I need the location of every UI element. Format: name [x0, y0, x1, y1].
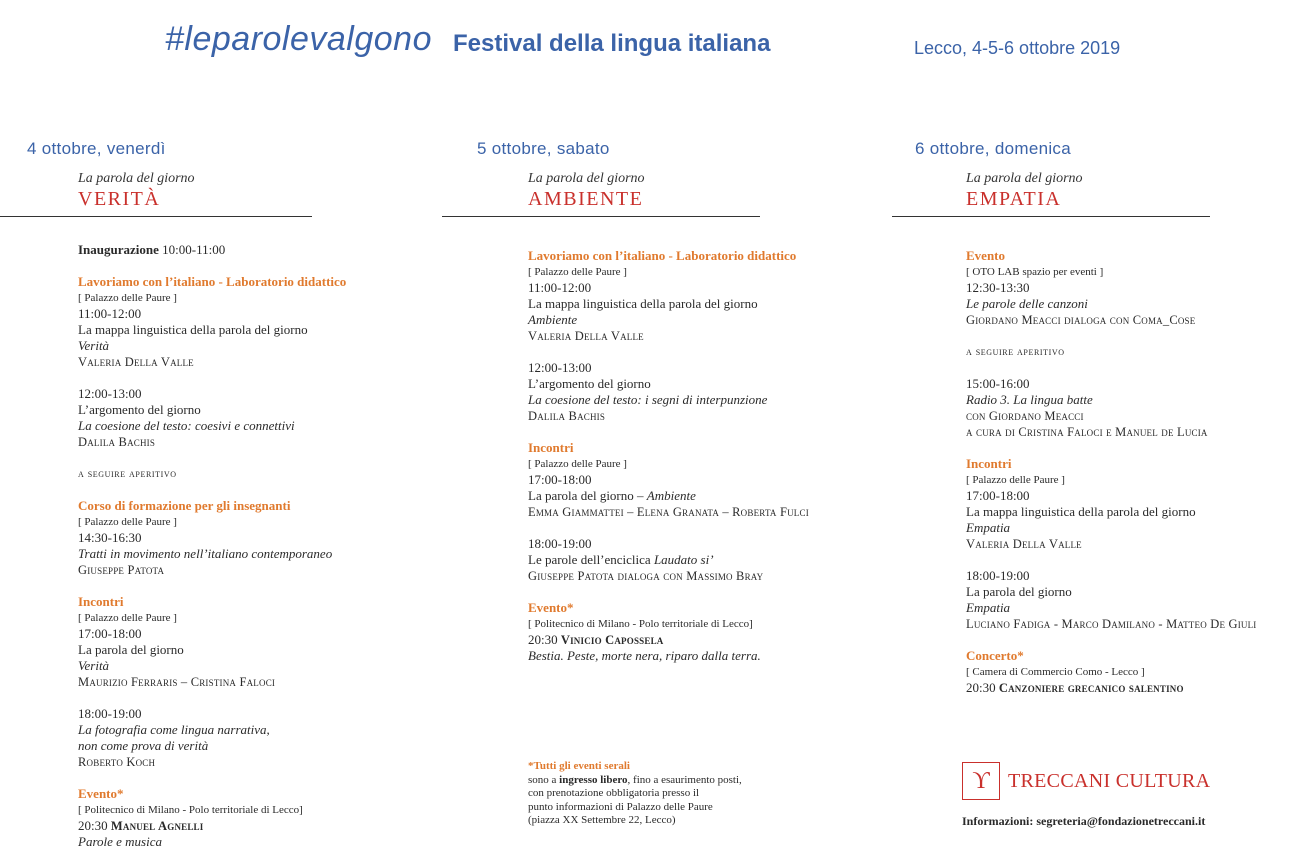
event-italic: Empatia — [966, 520, 1011, 535]
event-block — [528, 600, 908, 664]
event-italic-2: non come prova di verità — [78, 738, 209, 753]
event-time: 17:00-18:00 — [528, 472, 592, 487]
event-block — [78, 498, 438, 578]
inauguration-label: Inaugurazione — [78, 242, 159, 257]
footnote-line-4: (piazza XX Settembre 22, Lecco) — [528, 814, 676, 826]
day3-date: 6 ottobre, domenica — [915, 139, 1071, 158]
event-block — [78, 594, 438, 690]
day2-rule — [442, 216, 760, 217]
event-time: 15:00-16:00 — [966, 376, 1030, 391]
day1-date: 4 ottobre, venerdì — [27, 139, 166, 158]
day1-parola-label: La parola del giorno — [78, 171, 195, 186]
event-block — [78, 274, 438, 370]
event-time: 11:00-12:00 — [78, 306, 142, 321]
event-title: Evento* — [528, 600, 574, 615]
event-time: 11:00-12:00 — [528, 280, 592, 295]
event-block — [966, 648, 1306, 696]
event-italic: Verità — [78, 658, 110, 673]
day2-word: AMBIENTE — [528, 188, 644, 210]
event-italic: Ambiente — [528, 312, 578, 327]
event-names: Giordano Meacci dialoga con Coma_Cose — [966, 313, 1196, 327]
event-time: 18:00-19:00 — [528, 536, 592, 551]
event-performer: Canzoniere grecanico salentino — [998, 681, 1184, 695]
event-line: La mappa linguistica della parola del giorno — [528, 296, 758, 311]
day3-parola-label: La parola del giorno — [966, 171, 1083, 186]
event-place: [ Palazzo delle Paure ] — [966, 474, 1065, 486]
event-title: Lavoriamo con l’italiano - Laboratorio didattico — [528, 248, 797, 263]
event-title: Incontri — [78, 594, 124, 609]
event-line: La parola del giorno — [966, 584, 1072, 599]
event-place: [ Camera di Commercio Como - Lecco ] — [966, 666, 1145, 678]
day1-program — [78, 242, 438, 866]
footnote-title: *Tutti gli eventi serali — [528, 760, 630, 772]
event-names: Dalila Bachis — [528, 409, 606, 423]
aperitivo-note: a seguire aperitivo — [966, 346, 1065, 358]
event-time: 17:00-18:00 — [966, 488, 1030, 503]
event-block — [966, 456, 1306, 552]
event-place: [ Politecnico di Milano - Polo territoriale di Lecco] — [78, 804, 303, 816]
event-names: Roberto Koch — [78, 755, 156, 769]
event-italic: La coesione del testo: i segni di interpunzione — [528, 392, 768, 407]
event-italic: Verità — [78, 338, 110, 353]
event-line: La mappa linguistica della parola del giorno — [78, 322, 308, 337]
event-names: Luciano Fadiga - Marco Damilano - Matteo De Giuli — [966, 617, 1257, 631]
day2-program — [528, 248, 908, 680]
event-block — [528, 360, 908, 424]
event-block — [966, 376, 1306, 440]
event-italic: La coesione del testo: coesivi e connettivi — [78, 418, 295, 433]
event-time: 20:30 — [528, 632, 558, 647]
info-contact: Informazioni: segreteria@fondazionetreccani.it — [962, 814, 1206, 828]
footnote-line-1: sono a ingresso libero, fino a esaurimento posti, — [528, 773, 742, 786]
footnote — [528, 760, 742, 828]
day3-program — [966, 248, 1306, 712]
event-line: Le parole dell’enciclica — [528, 552, 651, 567]
place-date: Lecco, 4-5-6 ottobre 2019 — [914, 38, 1121, 58]
inauguration — [78, 242, 438, 258]
event-place: [ OTO LAB spazio per eventi ] — [966, 266, 1104, 278]
event-block — [528, 248, 908, 344]
event-italic: Tratti in movimento nell’italiano contemporaneo — [78, 546, 333, 561]
event-title: Incontri — [966, 456, 1012, 471]
day1-rule — [0, 216, 312, 217]
event-italic: Parole e musica — [78, 834, 162, 849]
festival-title: Festival della lingua italiana — [453, 30, 771, 57]
inauguration-time: 10:00-11:00 — [162, 242, 226, 257]
event-italic: La fotografia come lingua narrativa, — [78, 722, 270, 737]
event-time: 12:30-13:30 — [966, 280, 1030, 295]
day3-word: EMPATIA — [966, 188, 1062, 210]
aperitivo-note: a seguire aperitivo — [78, 468, 177, 480]
event-line-italic: Ambiente — [646, 488, 696, 503]
event-time: 20:30 — [78, 818, 108, 833]
event-time: 14:30-16:30 — [78, 530, 142, 545]
treccani-logo-text: TRECCANI CULTURA — [1008, 770, 1211, 792]
event-italic: Empatia — [966, 600, 1011, 615]
event-performer: Manuel Agnelli — [110, 819, 204, 833]
day1-word: VERITÀ — [78, 188, 161, 210]
event-title: Evento — [966, 248, 1005, 263]
footnote-line-3: punto informazioni di Palazzo delle Paure — [528, 800, 713, 813]
event-title: Evento* — [78, 786, 124, 801]
hashtag-title: #leparolevalgono — [165, 20, 432, 58]
event-line: con Giordano Meacci — [966, 409, 1084, 423]
event-italic: Bestia. Peste, morte nera, riparo dalla terra. — [528, 648, 761, 663]
event-block — [78, 386, 438, 450]
event-line: La mappa linguistica della parola del giorno — [966, 504, 1196, 519]
event-line: La parola del giorno — [78, 642, 184, 657]
event-block — [966, 568, 1306, 632]
event-place: [ Palazzo delle Paure ] — [78, 292, 177, 304]
event-time: 12:00-13:00 — [528, 360, 592, 375]
event-block — [966, 248, 1306, 328]
event-title: Corso di formazione per gli insegnanti — [78, 498, 291, 513]
event-names: Valeria Della Valle — [966, 537, 1082, 551]
event-names: Giuseppe Patota dialoga con Massimo Bray — [528, 569, 764, 583]
event-italic: Radio 3. La lingua batte — [966, 392, 1093, 407]
event-line: L’argomento del giorno — [528, 376, 651, 391]
event-names: Emma Giammattei – Elena Granata – Roberta Fulci — [528, 505, 809, 519]
event-time: 18:00-19:00 — [78, 706, 142, 721]
event-line-italic: Laudato si’ — [653, 552, 714, 567]
event-place: [ Palazzo delle Paure ] — [528, 266, 627, 278]
event-block — [78, 706, 438, 770]
event-title: Incontri — [528, 440, 574, 455]
event-time: 18:00-19:00 — [966, 568, 1030, 583]
ingresso-libero: ingresso libero — [559, 773, 628, 786]
event-names: Maurizio Ferraris – Cristina Faloci — [78, 675, 276, 689]
event-time: 17:00-18:00 — [78, 626, 142, 641]
event-line: La parola del giorno – — [528, 488, 644, 503]
event-block — [78, 786, 438, 850]
event-line: L’argomento del giorno — [78, 402, 201, 417]
event-title: Lavoriamo con l’italiano - Laboratorio didattico — [78, 274, 347, 289]
event-names: Dalila Bachis — [78, 435, 156, 449]
day2-date: 5 ottobre, sabato — [477, 139, 610, 158]
event-names: Valeria Della Valle — [78, 355, 194, 369]
event-line-2: a cura di Cristina Faloci e Manuel de Lucia — [966, 425, 1208, 439]
event-italic: Le parole delle canzoni — [966, 296, 1088, 311]
event-performer: Vinicio Capossela — [560, 633, 664, 647]
event-title: Concerto* — [966, 648, 1024, 663]
event-block — [528, 440, 908, 520]
event-place: [ Politecnico di Milano - Polo territoriale di Lecco] — [528, 618, 753, 630]
event-time: 20:30 — [966, 680, 996, 695]
event-place: [ Palazzo delle Paure ] — [528, 458, 627, 470]
footnote-line-2: con prenotazione obbligatoria presso il — [528, 787, 700, 799]
day2-parola-label: La parola del giorno — [528, 171, 645, 186]
event-place: [ Palazzo delle Paure ] — [78, 516, 177, 528]
event-names: Valeria Della Valle — [528, 329, 644, 343]
treccani-logo-icon: ϒ — [962, 762, 1000, 800]
day3-rule — [892, 216, 1210, 217]
event-block — [528, 536, 908, 584]
event-names: Giuseppe Patota — [78, 563, 165, 577]
event-place: [ Palazzo delle Paure ] — [78, 612, 177, 624]
event-time: 12:00-13:00 — [78, 386, 142, 401]
